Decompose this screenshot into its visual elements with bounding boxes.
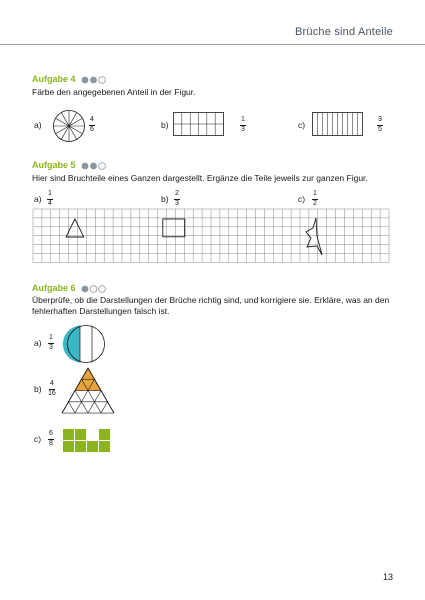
fraction-4b: 1 3 [241,116,245,133]
fraction-6a: 1 3 [49,334,53,351]
green-cell [63,441,75,453]
task-6-instruction: Überprüfe, ob die Darstellungen der Brüche richtig sind, und korrigiere sie. Erkläre, was an den fehlerhaften Darstellungen falsch ist. [32,295,390,316]
fraction-6b: 4 16 [48,380,56,397]
task-5a-label: a) [34,194,42,204]
triangle-grid-figure[interactable] [60,366,116,415]
green-cell [63,429,75,441]
task-6-title: Aufgabe 6 [32,283,107,293]
task-5-title: Aufgabe 5 [32,160,107,170]
rectangle-stripes-figure-c[interactable] [312,112,363,136]
task-5b-label: b) [161,194,169,204]
white-cell [87,429,99,441]
circle-thirds-figure[interactable] [66,324,106,364]
fraction-5c: 1 2 [313,190,317,207]
fraction-6c: 6 8 [49,430,53,447]
fraction-4a: 4 6 [90,116,94,133]
task-4c-label: c) [298,120,306,130]
task-6b-label: b) [34,384,42,394]
task-5c-label: c) [298,194,306,204]
difficulty-dots-icon [81,162,107,170]
circle-12-sectors-figure[interactable] [52,109,86,143]
task-4-title: Aufgabe 4 [32,74,107,84]
green-cell [87,441,99,453]
task-6c-label: c) [34,434,42,444]
green-cell [75,441,87,453]
fraction-5b: 2 3 [175,190,179,207]
task-4-instruction: Färbe den angegebenen Anteil in der Figur. [32,87,196,97]
green-cell [99,429,111,441]
green-cell [99,441,111,453]
fraction-4c: 3 5 [378,116,382,133]
rectangle-grid-figure-b[interactable] [173,112,224,136]
difficulty-dots-icon [81,285,107,293]
difficulty-dots-icon [81,76,107,84]
task-4b-label: b) [161,120,169,130]
task-4a-label: a) [34,120,42,130]
square-grid-canvas[interactable] [33,209,393,263]
page-number: 13 [382,572,393,582]
header-divider [0,44,425,45]
green-cell [75,429,87,441]
fraction-5a: 1 4 [48,190,52,207]
chapter-title: Brüche sind Anteile [295,26,393,38]
orange-triangle [82,368,95,379]
task-5-instruction: Hier sind Bruchteile eines Ganzen dargestellt. Ergänze die Teile jeweils zur ganzen Figur. [32,173,368,183]
star-half-figure [306,218,322,255]
square-two-thirds-figure [163,219,185,237]
task-6a-label: a) [34,338,42,348]
colored-rectangle-grid-figure[interactable] [62,428,111,453]
